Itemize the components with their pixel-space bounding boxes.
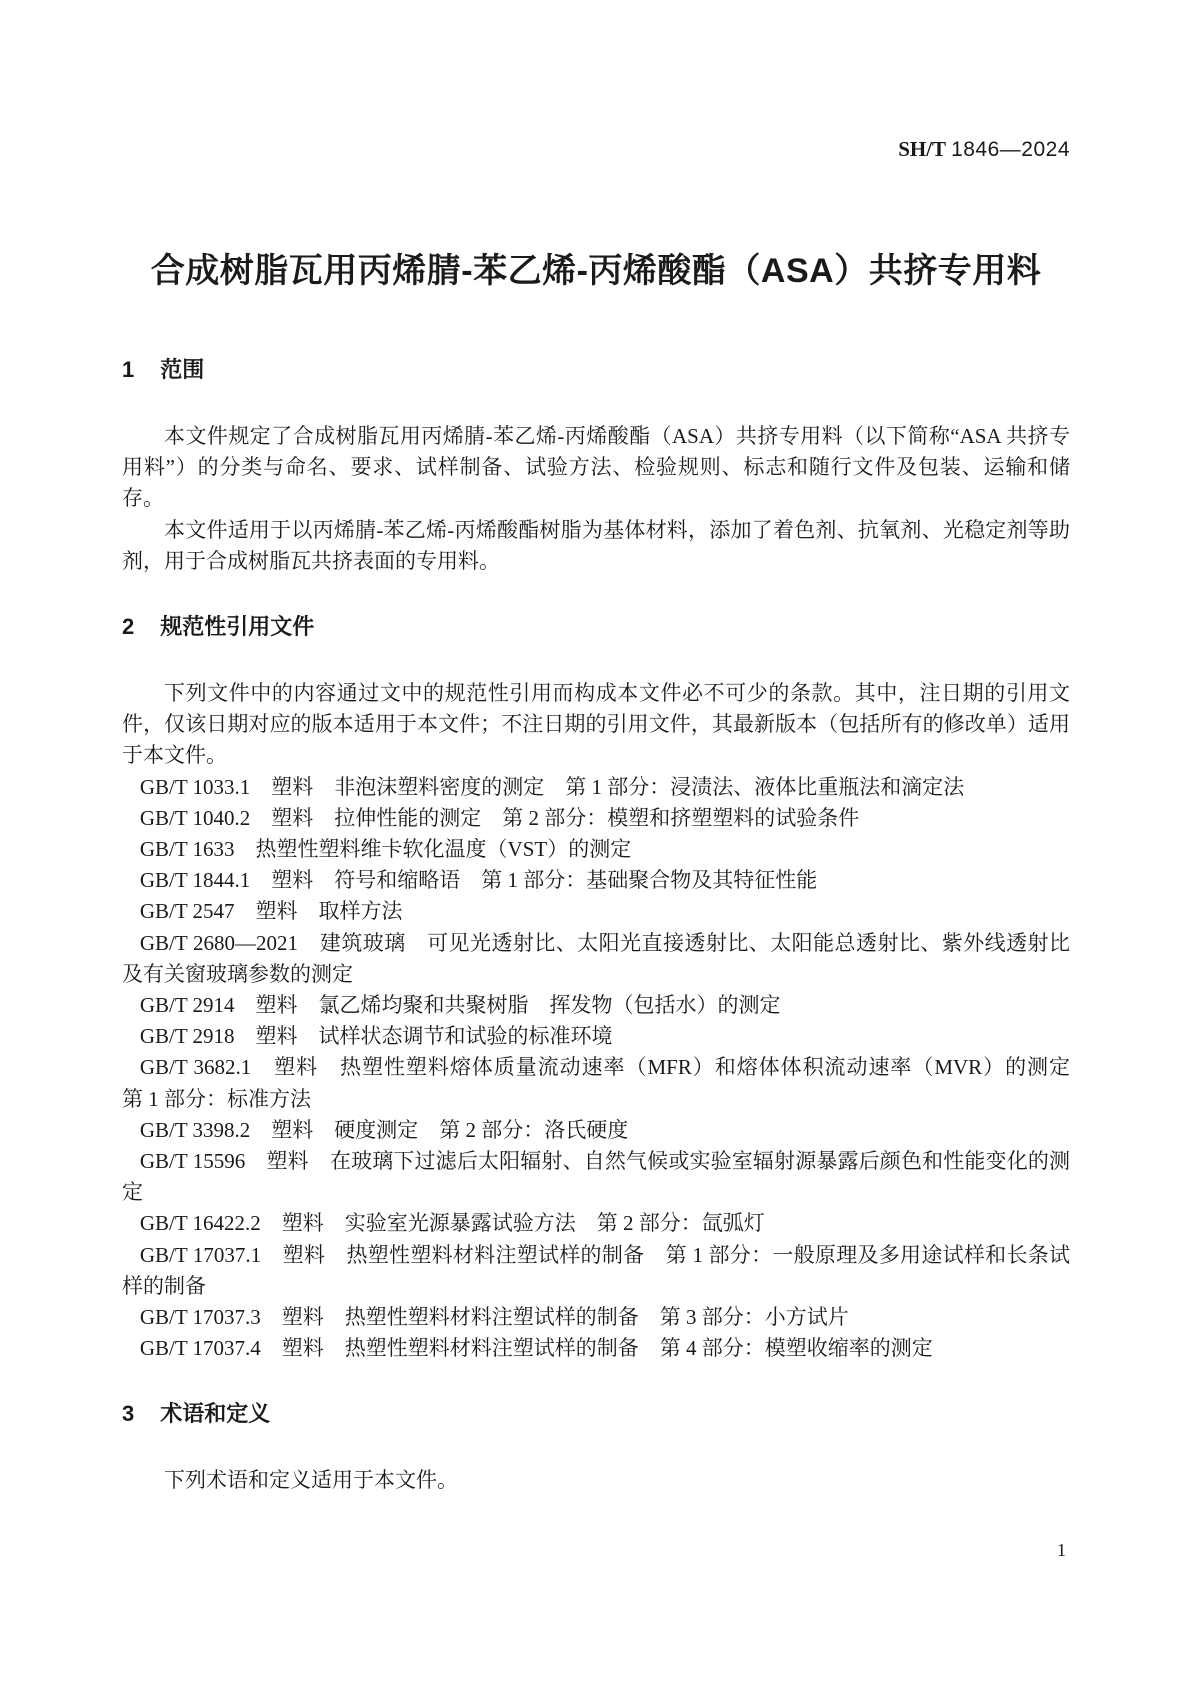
section-1-heading bbox=[122, 356, 1070, 383]
section-1-title: 范围 bbox=[160, 357, 205, 382]
section-2-title: 规范性引用文件 bbox=[160, 614, 315, 640]
standard-code-prefix: SH/T bbox=[898, 137, 947, 161]
section-normative-references bbox=[122, 613, 1091, 1364]
reference-item: GB/T 17037.3 塑料 热塑性塑料材料注塑试样的制备 第 3 部分：小方试片 bbox=[139, 1305, 849, 1330]
reference-item: GB/T 3682.1 塑料 热塑性塑料熔体质量流动速率（MFR）和熔体体积流动速率（MVR）的测定 第 1 部分：标准方法 bbox=[122, 1055, 1091, 1111]
document-header bbox=[122, 0, 1070, 163]
reference-item: GB/T 2918 塑料 试样状态调节和试验的标准环境 bbox=[139, 1024, 613, 1049]
document-title: 合成树脂瓦用丙烯腈-苯乙烯-丙烯酸酯（ASA）共挤专用料 bbox=[150, 252, 1042, 290]
reference-item: GB/T 1040.2 塑料 拉伸性能的测定 第 2 部分：模塑和挤塑塑料的试验条件 bbox=[139, 805, 860, 830]
section-scope bbox=[122, 356, 1070, 577]
reference-item: GB/T 1633 热塑性塑料维卡软化温度（VST）的测定 bbox=[139, 837, 632, 862]
standard-code bbox=[898, 137, 1070, 161]
section-3-number: 3 bbox=[122, 1401, 135, 1427]
terms-intro-paragraph: 下列术语和定义适用于本文件。 bbox=[164, 1468, 458, 1493]
reference-item: GB/T 1033.1 塑料 非泡沫塑料密度的测定 第 1 部分：浸渍法、液体比重瓶法和滴定法 bbox=[139, 774, 965, 799]
references-intro-paragraph: 下列文件中的内容通过文中的规范性引用而构成本文件必不可少的条款。其中，注日期的引用文件，仅该日期对应的版本适用于本文件；不注日期的引用文件，其最新版本（包括所有的修改单）适用于本文件。 bbox=[122, 681, 1070, 768]
reference-item: GB/T 2680—2021 建筑玻璃 可见光透射比、太阳光直接透射比、太阳能总透射比、紫外线透射比及有关窗玻璃参数的测定 bbox=[122, 930, 1070, 986]
reference-item: GB/T 17037.1 塑料 热塑性塑料材料注塑试样的制备 第 1 部分：一般原理及多用途试样和长条试样的制备 bbox=[122, 1242, 1070, 1298]
reference-item: GB/T 15596 塑料 在玻璃下过滤后太阳辐射、自然气候或实验室辐射源暴露后颜色和性能变化的测定 bbox=[122, 1149, 1070, 1205]
scope-paragraph-2: 本文件适用于以丙烯腈-苯乙烯-丙烯酸酯树脂为基体材料，添加了着色剂、抗氧剂、光稳定剂等助剂，用于合成树脂瓦共挤表面的专用料。 bbox=[122, 517, 1070, 573]
reference-item: GB/T 16422.2 塑料 实验室光源暴露试验方法 第 2 部分：氙弧灯 bbox=[139, 1211, 765, 1236]
reference-item: GB/T 1844.1 塑料 符号和缩略语 第 1 部分：基础聚合物及其特征性能 bbox=[139, 868, 818, 893]
section-2-number: 2 bbox=[122, 614, 135, 640]
page-number: 1 bbox=[1057, 1540, 1066, 1560]
section-3-heading bbox=[122, 1400, 1070, 1427]
section-2-heading bbox=[122, 613, 1070, 640]
reference-item: GB/T 3398.2 塑料 硬度测定 第 2 部分：洛氏硬度 bbox=[139, 1117, 629, 1142]
section-1-number: 1 bbox=[122, 357, 135, 382]
section-terms-and-definitions bbox=[122, 1400, 1070, 1496]
reference-item: GB/T 17037.4 塑料 热塑性塑料材料注塑试样的制备 第 4 部分：模塑收缩率的测定 bbox=[139, 1336, 933, 1361]
reference-item: GB/T 2547 塑料 取样方法 bbox=[139, 899, 403, 924]
standard-code-number: 1846—2024 bbox=[951, 138, 1070, 161]
section-3-title: 术语和定义 bbox=[160, 1401, 271, 1427]
reference-item: GB/T 2914 塑料 氯乙烯均聚和共聚树脂 挥发物（包括水）的测定 bbox=[139, 993, 781, 1018]
scope-paragraph-1: 本文件规定了合成树脂瓦用丙烯腈-苯乙烯-丙烯酸酯（ASA）共挤专用料（以下简称“ASA 共挤专用料”）的分类与命名、要求、试样制备、试验方法、检验规则、标志和随行文件及包装、运输和储存。 bbox=[122, 424, 1070, 511]
